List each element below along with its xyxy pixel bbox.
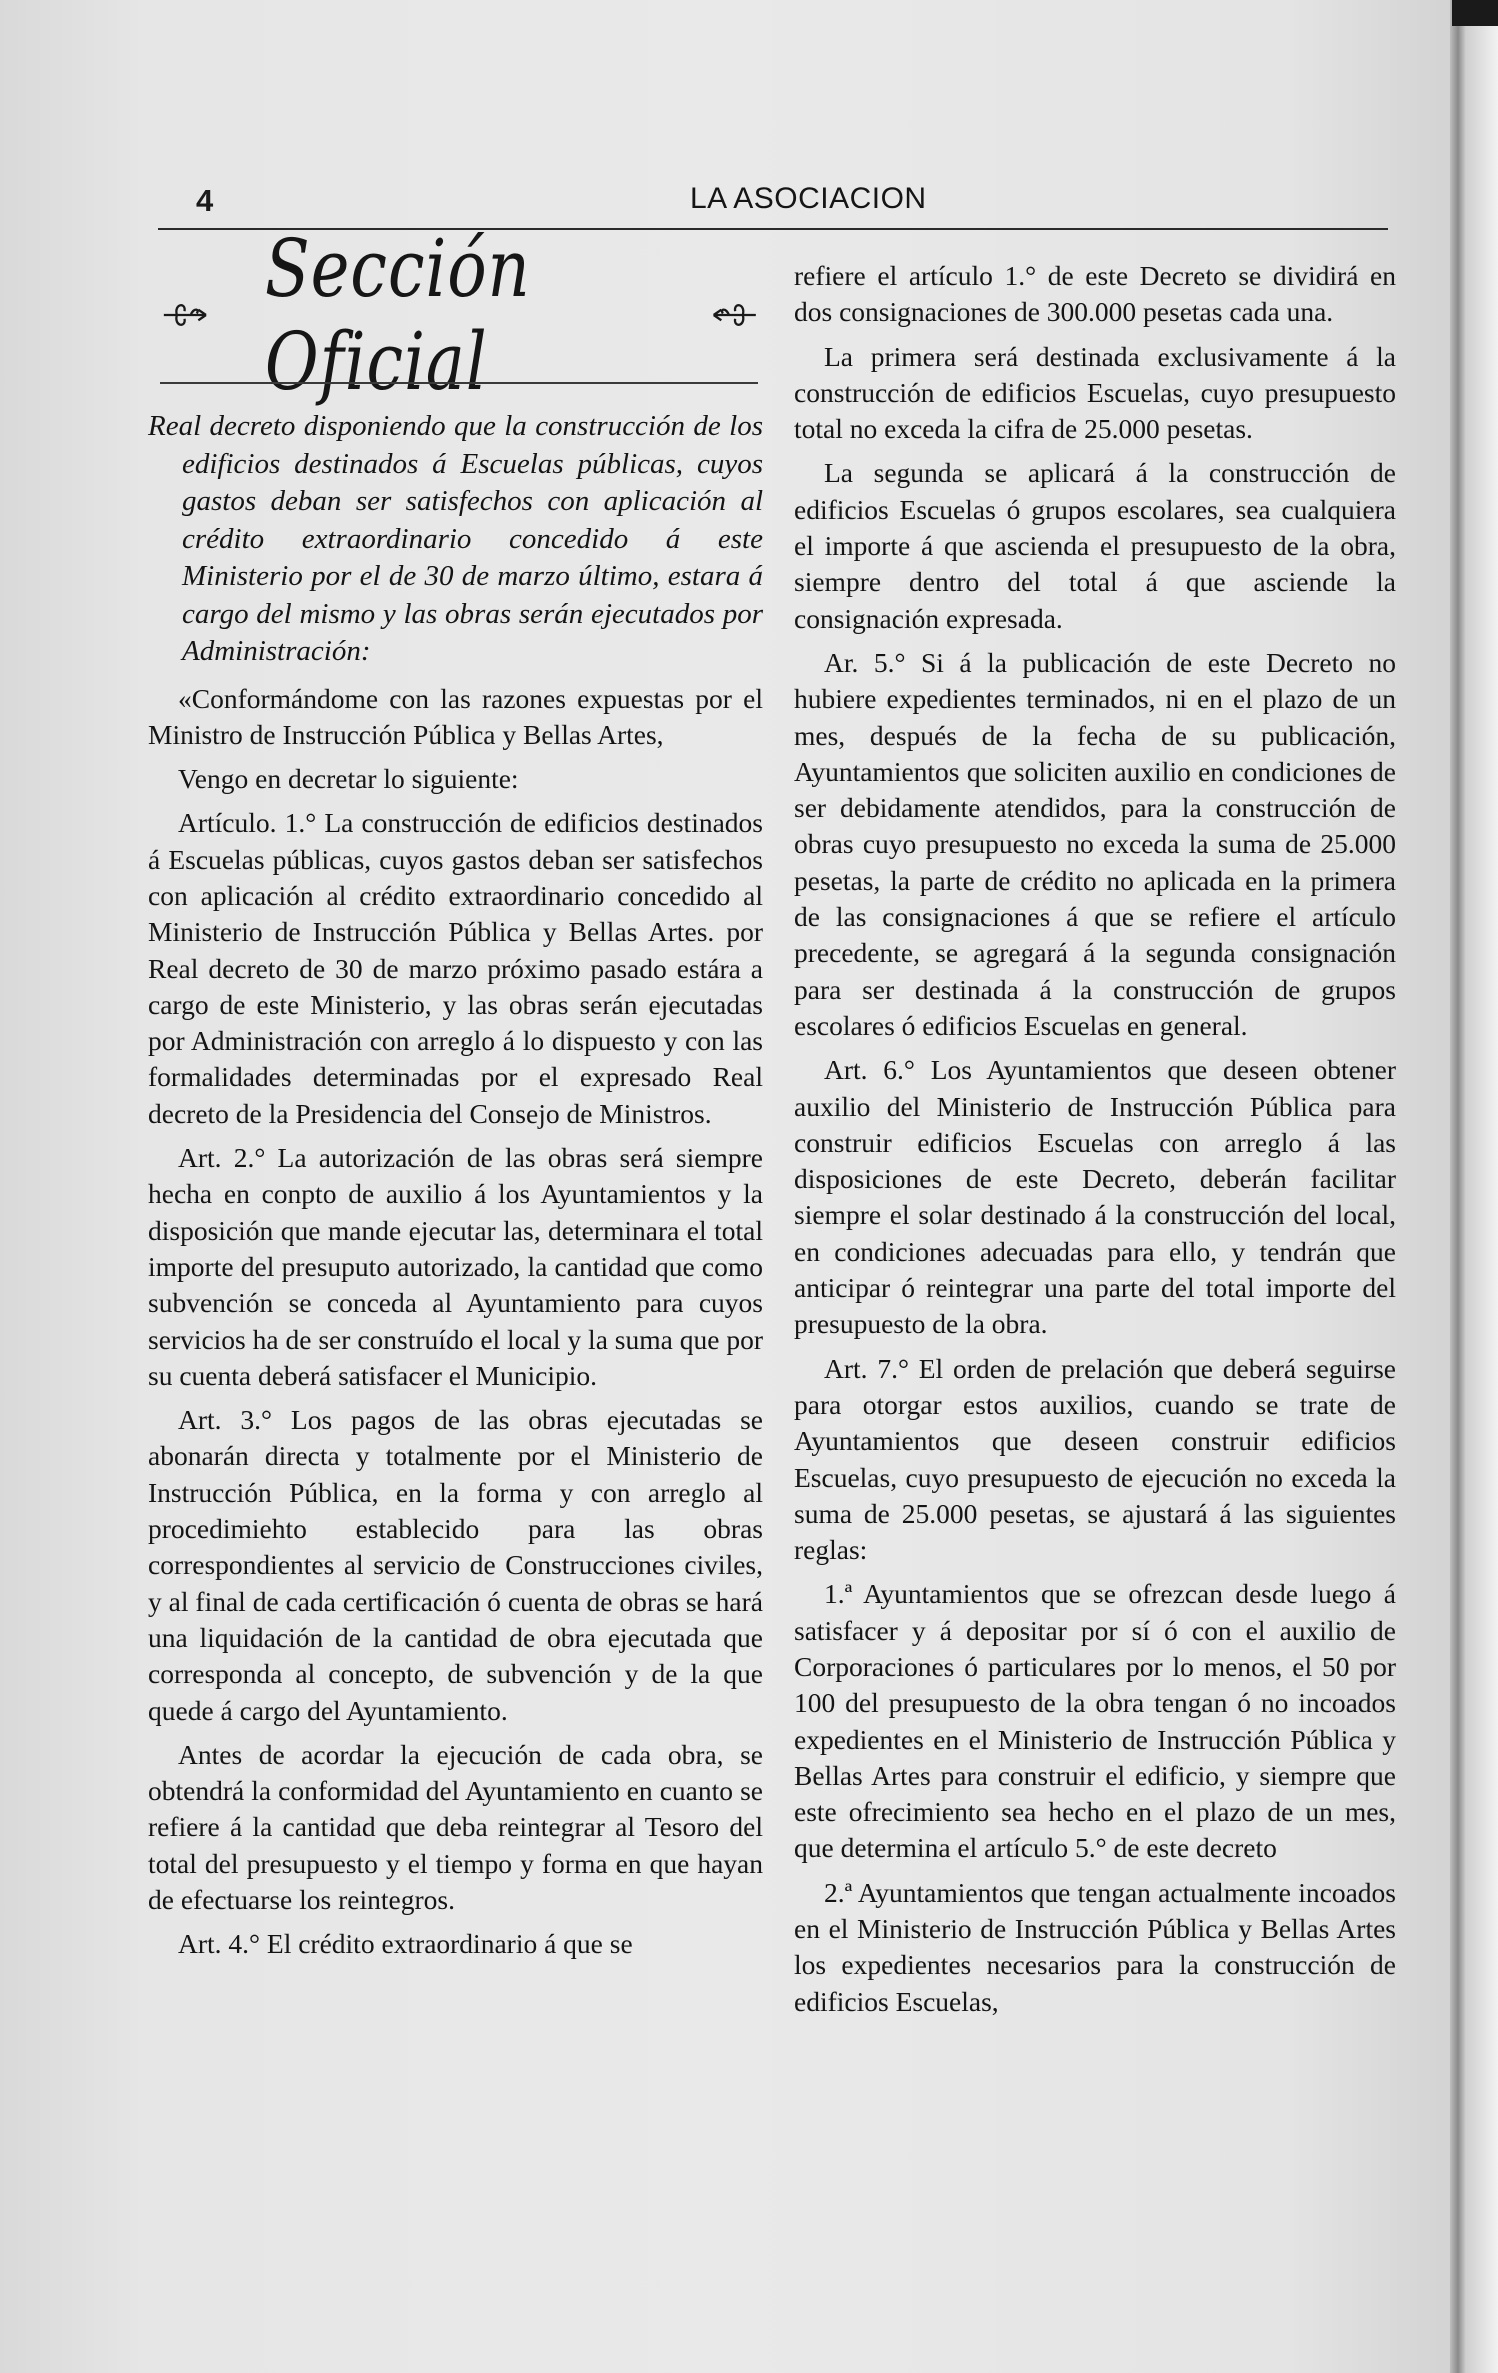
section-heading-text: Sección Oficial (264, 222, 531, 408)
dark-corner (1452, 0, 1498, 26)
paragraph: «Conformándome con las razones expuestas por el Ministro de Instrucción Pública y Bellas Artes, (148, 682, 763, 750)
paragraph: Artículo. 1.° La construcción de edificios destinados á Escuelas públicas, cuyos gastos deban ser satisfechos con aplicación al crédito extraordinario concedido al Ministerio de Instrucción Pública y Bellas Artes. por Real decreto de 30 de marzo próximo pasado estára a cargo de este Ministerio, y las obras serán ejecutadas por Administración con arreglo á lo dispuesto y con las formalidades determinadas por el expresado Real decreto de la Presidencia del Consejo de Ministros. (148, 807, 763, 1129)
paragraph: La primera será destinada exclusivamente á la construcción de edificios Escuelas, cuyo presupuesto total no exceda la cifra de 25.000 pesetas. (794, 340, 1396, 445)
left-column (148, 408, 763, 1971)
next-page-edge (1466, 0, 1498, 2373)
right-column (794, 258, 1396, 2028)
paragraph: Art. 2.° La autorización de las obras será siempre hecha en conpto de auxilio á los Ayuntamientos y la disposición que mande ejecutar las, determinara el total importe del presuputo autorizado, la cantidad que como subvención se conceda al Ayuntamiento para cuyos servicios ha de ser construído el local y la suma que por su cuenta deberá satisfacer el Municipio. (148, 1142, 763, 1391)
paragraph: Ar. 5.° Si á la publicación de este Decreto no hubiere expedientes terminados, ni en el plazo de un mes, después de la fecha de su publicación, Ayuntamientos que soliciten auxilio en condiciones de ser debidamente atendidos, para la construcción de obras cuyo presupuesto no exceda la suma de 25.000 pesetas, la parte de crédito no aplicada en la primera de las consignaciones á que se refiere el artículo precedente, se agregará á la segunda consignación para ser destinada á la construcción de grupos escolares ó edificios Escuelas en general. (794, 646, 1396, 1041)
paragraph: Antes de acordar la ejecución de cada obra, se obtendrá la conformidad del Ayuntamiento en cuanto se refiere á la cantidad que deba reintegrar al Tesoro del total del presupuesto y el tiempo y forma en que hayan de efectuarse los reintegros. (148, 1738, 763, 1915)
paragraph: 2.ª Ayuntamientos que tengan actualmente incoados en el Ministerio de Instrucción Pública y Bellas Artes los expedientes necesarios para la construcción de edificios Escuelas, (794, 1876, 1396, 2017)
paragraph: La segunda se aplicará á la construcción de edificios Escuelas ó grupos escolares, sea cualquiera el importe á que ascienda el presupuesto de la obra, siempre dentro del total á que asciende la consignación expresada. (794, 457, 1396, 634)
paragraph: 1.ª Ayuntamientos que se ofrezcan desde luego á satisfacer y á depositar por sí ó con el auxilio de Corporaciones ó particulares por lo menos, el 50 por 100 del presupuesto de la obra tengan ó no incoados expedientes en el Ministerio de Instrucción Pública y Bellas Artes para construir el edificio, y siempre que este ofrecimiento sea hecho en el plazo de un mes, que determina el artículo 5.° de este decreto (794, 1578, 1396, 1864)
paragraph: Art. 6.° Los Ayuntamientos que deseen obtener auxilio del Ministerio de Instrucción Pública para construir edificios Escuelas con arreglo á las disposiciones de este Decreto, deberán facilitar siempre el solar destinado á la construcción del local, en condiciones adecuadas para ello, y tendrán que anticipar ó reintegrar una parte del total importe del presupuesto de la obra. (794, 1054, 1396, 1340)
right-ornament-icon (706, 280, 760, 350)
page-edge (1450, 0, 1466, 2373)
left-ornament-icon (160, 280, 214, 350)
heading-rule (160, 382, 758, 384)
section-heading (160, 222, 760, 408)
journal-title: LA ASOCIACION (690, 182, 927, 215)
paragraph: Vengo en decretar lo siguiente: (178, 763, 519, 795)
page-number: 4 (196, 183, 214, 218)
paragraph: Art. 3.° Los pagos de las obras ejecutadas se abonarán directa y totalmente por el Ministerio de Instrucción Pública, en la forma y con arreglo al procedimiehto establecido para las obras correspondientes al servicio de Construcciones civiles, y al final de cada certificación ó cuenta de obras se hará una liquidación de la cantidad de obra ejecutada que corresponda al concepto, de subvención y de la que quede á cargo del Ayuntamiento. (148, 1404, 763, 1726)
decree-title: Real decreto disponiendo que la construcción de los edificios destinados á Escuelas públicas, cuyos gastos deban ser satisfechos con aplicación al crédito extraordinario concedido á este Ministerio por el de 30 de marzo último, estara á cargo del mismo y las obras serán ejecutados por Administración: (148, 410, 763, 667)
paragraph: Art. 4.° El crédito extraordinario á que se (178, 1928, 633, 1960)
paragraph: Art. 7.° El orden de prelación que deberá seguirse para otorgar estos auxilios, cuando se trate de Ayuntamientos que deseen construir edificios Escuelas, cuyo presupuesto de ejecución no exceda la suma de 25.000 pesetas, se ajustará á las siguientes reglas: (794, 1352, 1396, 1566)
paragraph: refiere el artículo 1.° de este Decreto se dividirá en dos consignaciones de 300.000 pesetas cada una. (794, 260, 1396, 328)
